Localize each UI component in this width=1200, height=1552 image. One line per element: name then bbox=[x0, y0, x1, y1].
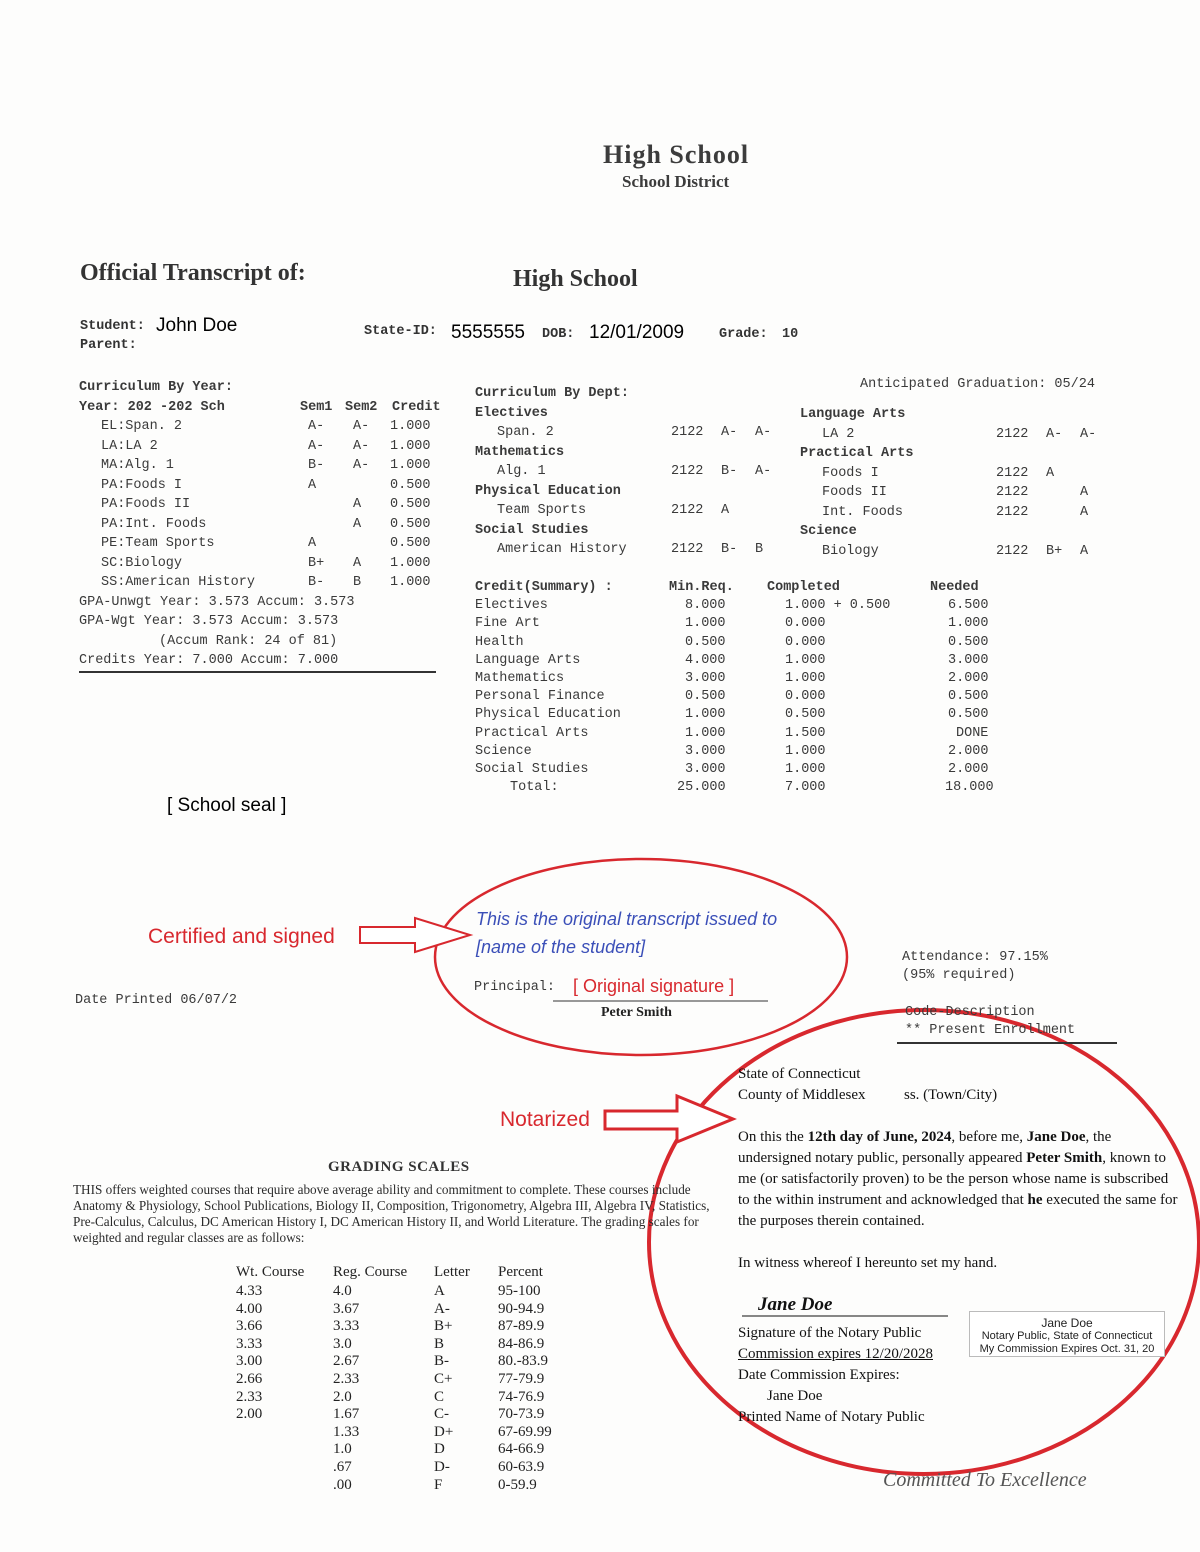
summary-total-done: 7.000 bbox=[785, 780, 826, 796]
grading-row bbox=[236, 1458, 576, 1476]
dept-sem2: A bbox=[1080, 504, 1089, 520]
summary-total-min: 25.000 bbox=[677, 780, 726, 796]
dept-sem1: A bbox=[721, 503, 730, 518]
dob: 12/01/2009 bbox=[589, 322, 685, 343]
dept-sem2: A bbox=[1080, 543, 1089, 559]
summary-min: 8.000 bbox=[685, 598, 726, 614]
stamp-title: Notary Public, State of Connecticut bbox=[981, 1330, 1153, 1342]
grade-value: 10 bbox=[782, 327, 799, 342]
certification-statement: This is the original transcript issued to [name of the student] bbox=[476, 909, 778, 957]
year-course: PE:Team Sports bbox=[101, 536, 215, 551]
grade-reg: .67 bbox=[333, 1458, 352, 1475]
grading-col-percent: Percent bbox=[498, 1264, 543, 1280]
year-sem2: A bbox=[353, 516, 362, 532]
dept-heading: Science bbox=[800, 524, 857, 539]
grade-wt: 4.00 bbox=[236, 1300, 263, 1317]
commission-expires: Commission expires 12/20/2028 bbox=[738, 1346, 933, 1362]
summary-completed: 0.000 bbox=[785, 689, 826, 705]
by-year-heading: Curriculum By Year: bbox=[79, 380, 233, 395]
dept-year: 2122 bbox=[671, 542, 704, 557]
official-transcript-title: Official Transcript of: bbox=[80, 260, 306, 286]
notary-signature-label: Signature of the Notary Public bbox=[738, 1325, 922, 1341]
year-sem2: A- bbox=[353, 458, 370, 473]
dept-course: American History bbox=[497, 542, 627, 557]
summary-completed: 0.000 bbox=[785, 634, 826, 650]
year-course: MA:Alg. 1 bbox=[101, 458, 174, 473]
principal-signature: [ Original signature ] bbox=[573, 976, 735, 996]
dept-sem2: A bbox=[1080, 485, 1089, 500]
summary-completed: 0.500 bbox=[785, 707, 826, 723]
ack-text-5: executed the same for the purposes therein contained. bbox=[738, 1192, 1178, 1229]
dept-year: 2122 bbox=[996, 426, 1029, 442]
dept-course: Alg. 1 bbox=[497, 464, 546, 479]
grade-percent: 87-89.9 bbox=[498, 1318, 545, 1335]
grade-wt: 3.00 bbox=[236, 1353, 263, 1370]
district-name: School District bbox=[622, 172, 730, 191]
by-dept-heading: Curriculum By Dept: bbox=[475, 386, 629, 401]
year-sem1: B+ bbox=[308, 555, 325, 571]
year-credit: 0.500 bbox=[390, 516, 431, 532]
summary-area: Science bbox=[475, 743, 532, 759]
ack-text-1: On this the bbox=[738, 1129, 808, 1145]
summary-needed: DONE bbox=[956, 725, 989, 741]
summary-needed: 0.500 bbox=[948, 634, 989, 650]
summary-min: 1.000 bbox=[685, 616, 726, 632]
summary-needed: 0.500 bbox=[948, 689, 989, 705]
certified-arrow-icon bbox=[360, 918, 470, 952]
summary-completed: 1.000 + 0.500 bbox=[785, 598, 891, 614]
grade-letter: B- bbox=[434, 1353, 449, 1370]
grade-percent: 64-66.9 bbox=[498, 1441, 545, 1458]
summary-min: 1.000 bbox=[685, 725, 726, 741]
school-name: High School bbox=[603, 140, 750, 169]
grade-percent: 95-100 bbox=[498, 1283, 541, 1299]
year-course: EL:Span. 2 bbox=[101, 419, 183, 434]
dept-heading: Practical Arts bbox=[800, 446, 914, 461]
attendance: Attendance: 97.15% bbox=[902, 950, 1048, 965]
grading-heading: GRADING SCALES bbox=[328, 1159, 470, 1175]
grading-row bbox=[236, 1335, 576, 1353]
gpa-weighted: GPA-Wgt Year: 3.573 Accum: 3.573 bbox=[79, 614, 339, 629]
dept-year: 2122 bbox=[996, 465, 1029, 481]
stamp-name: Jane Doe bbox=[1041, 1316, 1093, 1330]
grading-row bbox=[236, 1388, 576, 1406]
year-course: LA:LA 2 bbox=[101, 438, 158, 454]
summary-area: Fine Art bbox=[475, 616, 540, 632]
dept-year: 2122 bbox=[996, 504, 1029, 520]
year-credit: 0.500 bbox=[390, 477, 431, 493]
year-course: PA:Foods II bbox=[101, 497, 191, 512]
grade-letter: B bbox=[434, 1335, 445, 1352]
dob-label: DOB: bbox=[542, 327, 575, 342]
dept-sem1: A bbox=[1046, 465, 1055, 481]
dept-year: 2122 bbox=[996, 543, 1029, 559]
dept-course: Foods I bbox=[822, 465, 879, 481]
summary-completed: 1.000 bbox=[785, 743, 826, 759]
year-sem2: B bbox=[353, 575, 362, 590]
grading-row bbox=[236, 1405, 576, 1423]
state-id: 5555555 bbox=[451, 322, 525, 343]
year-course: SC:Biology bbox=[101, 555, 183, 571]
grading-row bbox=[236, 1370, 576, 1388]
summary-min: 3.000 bbox=[685, 743, 726, 759]
summary-area: Physical Education bbox=[475, 707, 621, 723]
grade-percent: 77-79.9 bbox=[498, 1370, 545, 1387]
grade-wt: 3.33 bbox=[236, 1335, 263, 1352]
grading-row bbox=[236, 1352, 576, 1370]
grading-row bbox=[236, 1317, 576, 1335]
grade-percent: 80.-83.9 bbox=[498, 1353, 548, 1370]
grade-letter: D bbox=[434, 1441, 445, 1458]
summary-min-heading: Min.Req. bbox=[669, 580, 734, 595]
grade-percent: 60-63.9 bbox=[498, 1458, 545, 1475]
col-sem2: Sem2 bbox=[345, 399, 378, 415]
code-description: Code-Description bbox=[905, 1005, 1035, 1020]
year-credit: 1.000 bbox=[390, 575, 431, 590]
notary-ss: ss. (Town/City) bbox=[904, 1087, 998, 1103]
year-credit: 1.000 bbox=[390, 555, 431, 571]
dept-sem1: B- bbox=[721, 464, 738, 479]
dept-heading: Physical Education bbox=[475, 483, 621, 499]
grade-wt: 2.66 bbox=[236, 1370, 263, 1387]
summary-needed-heading: Needed bbox=[930, 580, 979, 595]
grade-letter: D- bbox=[434, 1458, 450, 1475]
school-seal-placeholder: [ School seal ] bbox=[167, 795, 287, 816]
summary-needed: 3.000 bbox=[948, 652, 989, 668]
dept-year: 2122 bbox=[671, 503, 704, 518]
dept-course: Int. Foods bbox=[822, 504, 904, 520]
notary-ellipse bbox=[649, 1010, 1199, 1474]
year-sem2: A- bbox=[353, 438, 370, 454]
year-credit: 0.500 bbox=[390, 536, 431, 551]
year-sem2: A bbox=[353, 497, 362, 512]
dept-course: Biology bbox=[822, 543, 879, 559]
summary-completed-heading: Completed bbox=[767, 580, 840, 595]
dept-sem1: B- bbox=[721, 542, 738, 557]
grade-letter: C+ bbox=[434, 1370, 453, 1387]
grade-reg: 2.33 bbox=[333, 1370, 360, 1387]
summary-min: 3.000 bbox=[685, 670, 726, 686]
dept-course: Foods II bbox=[822, 485, 887, 500]
summary-area: Mathematics bbox=[475, 670, 565, 686]
grading-row bbox=[236, 1282, 576, 1300]
grade-letter: D+ bbox=[434, 1423, 454, 1440]
grade-wt: 3.66 bbox=[236, 1318, 263, 1335]
dept-year: 2122 bbox=[996, 485, 1029, 500]
ack-text-4: , known to me (or satisfactorily proven) to be the person whose name is subscribed to the within instrument and acknowledged that bbox=[738, 1150, 1169, 1208]
notary-witness: In witness whereof I hereunto set my hand. bbox=[738, 1255, 998, 1271]
grade-reg: 3.67 bbox=[333, 1300, 360, 1317]
summary-needed: 2.000 bbox=[948, 761, 989, 777]
grade-reg: 2.0 bbox=[333, 1388, 352, 1405]
grade-percent: 67-69.99 bbox=[498, 1423, 552, 1440]
grading-row bbox=[236, 1423, 576, 1441]
year-course: SS:American History bbox=[101, 575, 255, 590]
state-id-label: State-ID: bbox=[364, 324, 437, 339]
notarized-arrow-icon bbox=[605, 1096, 733, 1142]
grade-letter: C- bbox=[434, 1406, 449, 1423]
summary-min: 0.500 bbox=[685, 689, 726, 705]
summary-min: 3.000 bbox=[685, 761, 726, 777]
present-enrollment: ** Present Enrollment bbox=[905, 1023, 1076, 1038]
accum-rank: (Accum Rank: 24 of 81) bbox=[159, 633, 338, 649]
certified-callout: Certified and signed bbox=[148, 925, 335, 948]
year-sem2: A bbox=[353, 555, 362, 571]
dept-sem2: B bbox=[755, 542, 764, 557]
notary-printed-name: Jane Doe bbox=[767, 1388, 823, 1404]
year-credit: 1.000 bbox=[390, 419, 431, 434]
grade-reg: 4.0 bbox=[333, 1283, 352, 1299]
anticipated-graduation: Anticipated Graduation: 05/24 bbox=[860, 377, 1095, 392]
grade-percent: 0-59.9 bbox=[498, 1476, 537, 1493]
stamp-expires: My Commission Expires Oct. 31, 20 bbox=[979, 1343, 1155, 1355]
grade-percent: 84-86.9 bbox=[498, 1335, 545, 1352]
summary-area: Practical Arts bbox=[475, 725, 589, 741]
summary-needed: 1.000 bbox=[948, 616, 989, 632]
dept-course: Span. 2 bbox=[497, 425, 554, 440]
year-credit: 1.000 bbox=[390, 458, 431, 473]
principal-label: Principal: bbox=[474, 980, 556, 995]
year-sem1: A- bbox=[308, 419, 325, 434]
summary-completed: 0.000 bbox=[785, 616, 826, 632]
grade-wt: 2.33 bbox=[236, 1388, 263, 1405]
dept-sem1: A- bbox=[1046, 426, 1063, 442]
ack-pronoun: he bbox=[1027, 1192, 1043, 1208]
ack-text-2: , before me, bbox=[951, 1129, 1027, 1145]
notarized-callout: Notarized bbox=[500, 1108, 590, 1131]
summary-min: 1.000 bbox=[685, 707, 726, 723]
grading-col-wt: Wt. Course bbox=[236, 1264, 305, 1280]
summary-total-label: Total: bbox=[510, 780, 559, 796]
year-sem2: A- bbox=[353, 419, 370, 434]
summary-area: Electives bbox=[475, 598, 548, 614]
summary-min: 0.500 bbox=[685, 634, 726, 650]
ack-date: 12th day of June, 2024 bbox=[807, 1129, 952, 1145]
dept-course: LA 2 bbox=[822, 426, 855, 442]
grade-percent: 90-94.9 bbox=[498, 1300, 545, 1317]
grading-row bbox=[236, 1476, 576, 1494]
grade-letter: A- bbox=[434, 1300, 450, 1317]
dept-heading: Social Studies bbox=[475, 522, 589, 538]
commission-date-label: Date Commission Expires: bbox=[738, 1367, 900, 1383]
ack-notary: Jane Doe bbox=[1026, 1129, 1086, 1145]
year-sem1: A- bbox=[308, 438, 325, 454]
dept-sem2: A- bbox=[755, 464, 772, 479]
summary-needed: 2.000 bbox=[948, 743, 989, 759]
grade-reg: 1.67 bbox=[333, 1406, 360, 1423]
year-course: PA:Int. Foods bbox=[101, 516, 207, 532]
transcript-school: High School bbox=[513, 266, 638, 292]
summary-completed: 1.000 bbox=[785, 670, 826, 686]
grade-reg: 3.33 bbox=[333, 1318, 360, 1335]
grade-wt: 2.00 bbox=[236, 1406, 263, 1423]
year-credit: 0.500 bbox=[390, 497, 431, 512]
year-sem1: B- bbox=[308, 458, 325, 473]
col-sem1: Sem1 bbox=[300, 399, 333, 415]
dept-heading: Mathematics bbox=[475, 444, 565, 460]
notary-printed-label: Printed Name of Notary Public bbox=[738, 1409, 925, 1425]
summary-heading: Credit(Summary) : bbox=[475, 580, 613, 595]
grade-percent: 74-76.9 bbox=[498, 1388, 545, 1405]
col-credit: Credit bbox=[392, 399, 441, 415]
grade-letter: B+ bbox=[434, 1318, 453, 1335]
summary-completed: 1.000 bbox=[785, 761, 826, 777]
grade-reg: 1.0 bbox=[333, 1441, 352, 1458]
student-name: John Doe bbox=[156, 315, 238, 336]
gpa-unweighted: GPA-Unwgt Year: 3.573 Accum: 3.573 bbox=[79, 594, 355, 610]
credits-summary: Credits Year: 7.000 Accum: 7.000 bbox=[79, 651, 436, 673]
student-label: Student: bbox=[80, 319, 145, 334]
dept-year: 2122 bbox=[671, 464, 704, 479]
grade-reg: 2.67 bbox=[333, 1353, 360, 1370]
grade-label: Grade: bbox=[719, 327, 768, 342]
summary-area: Health bbox=[475, 634, 524, 650]
notary-county: County of Middlesex bbox=[738, 1087, 866, 1103]
summary-area: Personal Finance bbox=[475, 689, 605, 705]
summary-completed: 1.500 bbox=[785, 725, 826, 741]
principal-name: Peter Smith bbox=[601, 1005, 672, 1020]
grade-letter: C bbox=[434, 1388, 445, 1405]
summary-area: Language Arts bbox=[475, 652, 581, 668]
grading-row bbox=[236, 1300, 576, 1318]
year-credit: 1.000 bbox=[390, 438, 431, 454]
summary-total-needed: 18.000 bbox=[945, 780, 994, 796]
year-course: PA:Foods I bbox=[101, 477, 183, 493]
grade-reg: 1.33 bbox=[333, 1423, 360, 1440]
grading-row bbox=[236, 1440, 576, 1458]
year-label: Year: 202 -202 Sch bbox=[79, 399, 225, 415]
dept-heading: Language Arts bbox=[800, 407, 906, 422]
grading-col-reg: Reg. Course bbox=[333, 1264, 408, 1280]
year-sem1: A bbox=[308, 536, 317, 551]
year-sem1: A bbox=[308, 477, 317, 493]
dept-sem1: B+ bbox=[1046, 543, 1063, 559]
summary-completed: 1.000 bbox=[785, 652, 826, 668]
dept-sem1: A- bbox=[721, 425, 738, 440]
notary-stamp bbox=[969, 1311, 1165, 1357]
grade-letter: F bbox=[434, 1476, 443, 1493]
ack-text-3: , the undersigned notary public, personally appeared bbox=[738, 1129, 1112, 1166]
grade-reg: .00 bbox=[333, 1476, 352, 1493]
dept-heading: Electives bbox=[475, 405, 548, 421]
summary-needed: 6.500 bbox=[948, 598, 989, 614]
grading-intro: THIS offers weighted courses that require above average ability and commitment to complete. These courses include Anatomy & Physiology, School Publications, Biology II, Composition, Trigonometry, Algebra III, Algebra IV, Statistics, Pre-Calculus, Calculus, DC American History I, DC American History II, and World Literature. The grading scales for weighted and regular classes are as follows: bbox=[73, 1182, 710, 1245]
dept-year: 2122 bbox=[671, 425, 704, 440]
dept-sem2: A- bbox=[1080, 426, 1097, 442]
grading-table bbox=[236, 1263, 576, 1493]
grade-reg: 3.0 bbox=[333, 1335, 352, 1352]
grade-wt: 4.33 bbox=[236, 1283, 263, 1299]
summary-min: 4.000 bbox=[685, 652, 726, 668]
summary-needed: 2.000 bbox=[948, 670, 989, 686]
notary-signature: Jane Doe bbox=[758, 1294, 833, 1315]
grading-header-row bbox=[236, 1263, 576, 1282]
grading-col-letter: Letter bbox=[434, 1264, 470, 1280]
attendance-required: (95% required) bbox=[902, 968, 1016, 983]
grade-letter: A bbox=[434, 1283, 445, 1299]
summary-needed: 0.500 bbox=[948, 707, 989, 723]
dept-sem2: A- bbox=[755, 425, 772, 440]
summary-area: Social Studies bbox=[475, 761, 589, 777]
ack-person: Peter Smith bbox=[1026, 1150, 1103, 1166]
parent-label: Parent: bbox=[80, 338, 137, 353]
notary-state: State of Connecticut bbox=[738, 1066, 861, 1082]
notary-acknowledgment bbox=[738, 1127, 1178, 1232]
date-printed: Date Printed 06/07/2 bbox=[75, 993, 238, 1008]
year-sem1: B- bbox=[308, 575, 325, 590]
grade-percent: 70-73.9 bbox=[498, 1406, 545, 1423]
motto: Committed To Excellence bbox=[883, 1469, 1087, 1491]
dept-course: Team Sports bbox=[497, 503, 587, 518]
